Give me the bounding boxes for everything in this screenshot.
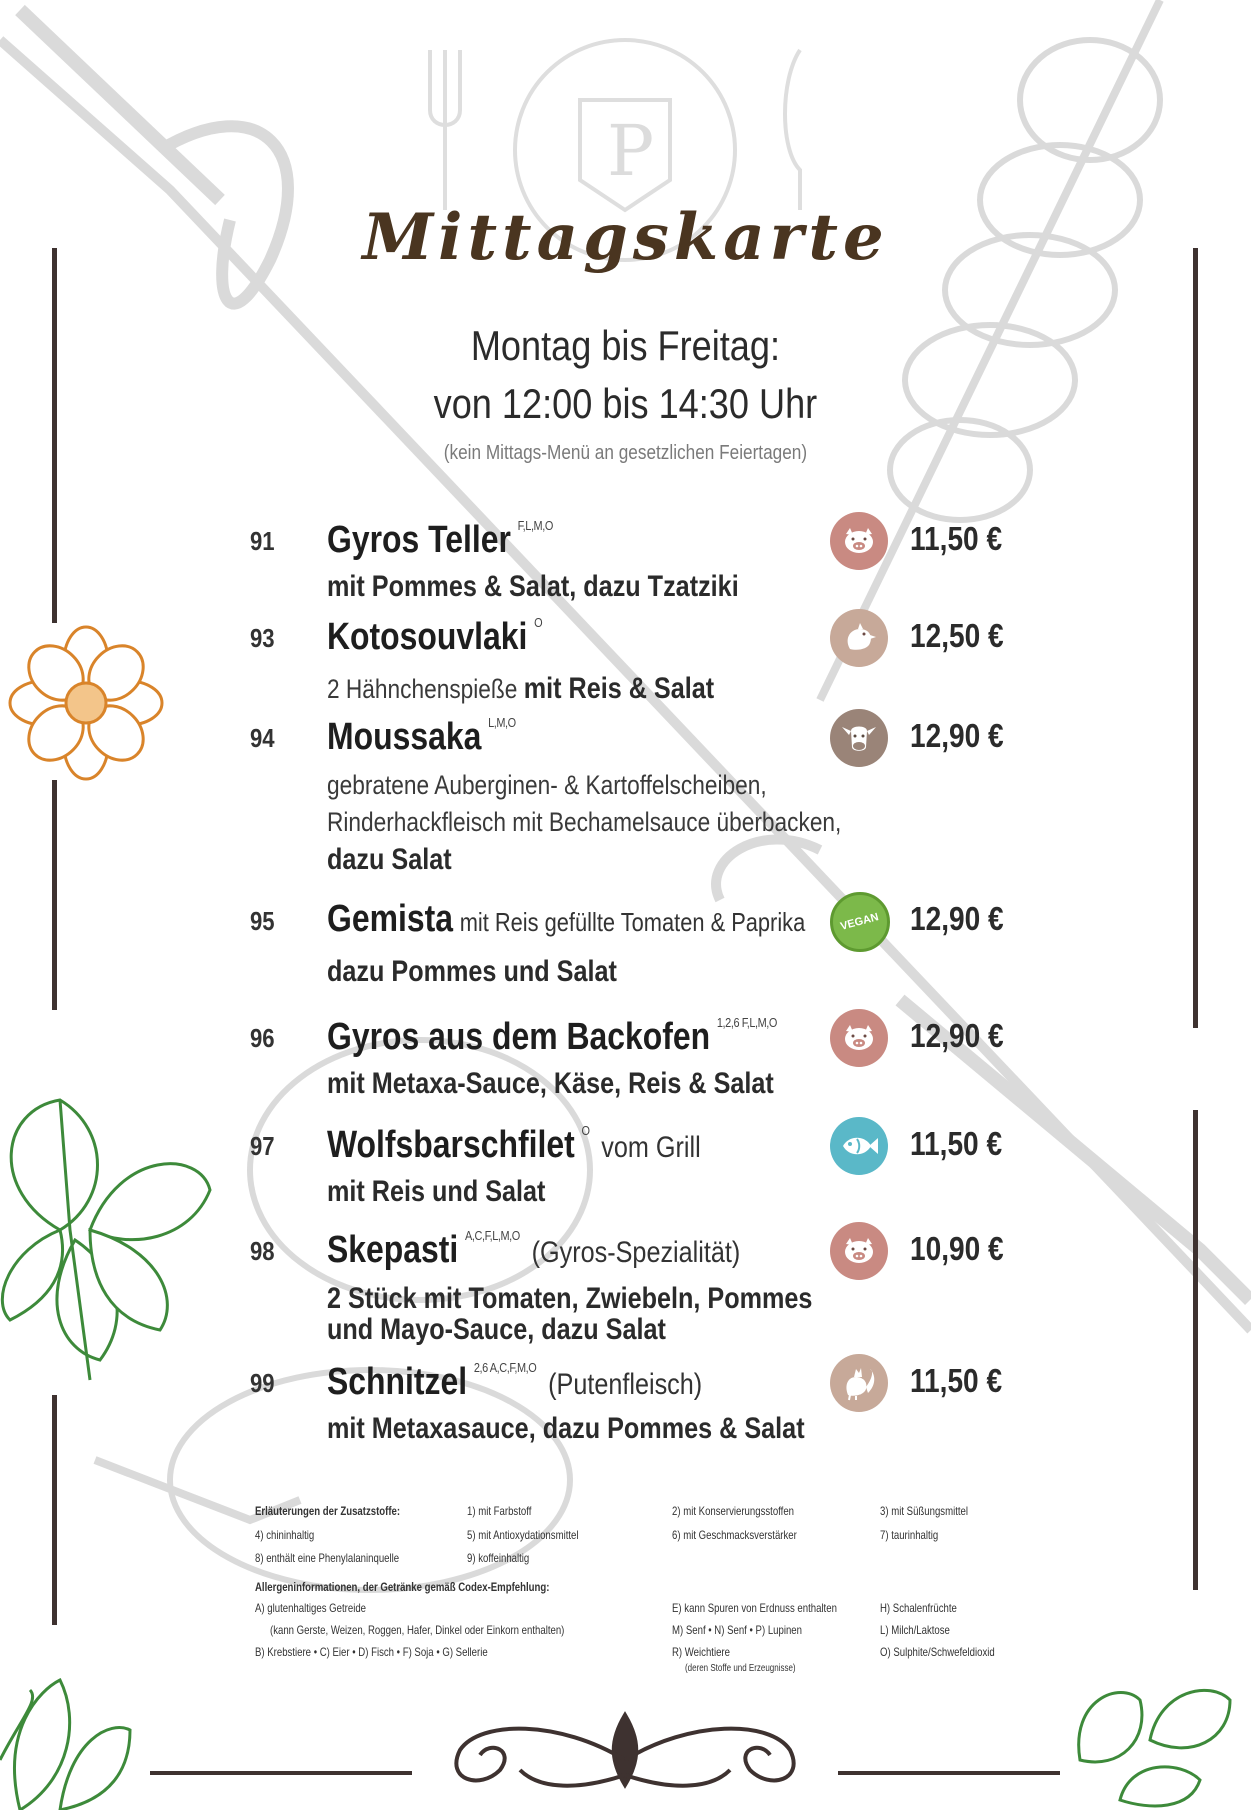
- description-text: dazu Salat: [327, 843, 452, 876]
- item-name: Kotosouvlaki: [327, 616, 528, 658]
- additive-9: 9) koffeinhaltig: [467, 1551, 530, 1565]
- item-name: Schnitzel: [327, 1361, 468, 1403]
- additive-3: 3) mit Süßungsmittel: [880, 1504, 969, 1518]
- item-allergens: O: [581, 1123, 590, 1138]
- item-title-line: [327, 1015, 777, 1059]
- item-description: [327, 1311, 666, 1353]
- item-number: 91: [250, 526, 275, 556]
- additive-6: 6) mit Geschmacksverstärker: [672, 1528, 797, 1542]
- item-price: 11,50 €: [910, 1362, 1003, 1399]
- item-allergens: A,C,F,L,M,O: [465, 1228, 520, 1243]
- item-title-line: [327, 1123, 701, 1167]
- additives-heading: Erläuterungen der Zusatzstoffe:: [255, 1504, 401, 1518]
- item-title-line: [327, 518, 553, 562]
- item-name: Skepasti: [327, 1229, 459, 1271]
- basil-illustration: [2, 1100, 210, 1380]
- allergen-m-p: M) Senf • N) Senf • P) Lupinen: [672, 1623, 802, 1637]
- allergen-r-detail: (deren Stoffe und Erzeugnisse): [685, 1663, 796, 1674]
- item-number: 97: [250, 1131, 275, 1161]
- item-name: Gyros aus dem Backofen: [327, 1016, 711, 1058]
- frame-line-right: [1193, 1110, 1198, 1590]
- orange-flower-illustration: [10, 627, 162, 779]
- rooster-icon: [830, 1354, 888, 1412]
- item-description: [327, 1410, 805, 1452]
- item-name: Gemista: [327, 898, 453, 940]
- additive-8: 8) enthält eine Phenylalaninquelle: [255, 1551, 400, 1565]
- fish-icon: [830, 1117, 888, 1175]
- item-price: 11,50 €: [910, 520, 1003, 557]
- item-description: [327, 1173, 545, 1215]
- chicken-icon: [830, 609, 888, 667]
- allergen-r: R) Weichtiere: [672, 1645, 730, 1659]
- item-allergens: O: [534, 615, 543, 630]
- vegan-icon: [830, 892, 890, 952]
- item-description: [327, 767, 767, 808]
- item-extra: (Gyros-Spezialität): [531, 1236, 741, 1269]
- item-number: 93: [250, 623, 275, 653]
- description-text: mit Reis & Salat: [523, 672, 715, 705]
- cow-icon: [830, 709, 888, 767]
- item-allergens: 2,6 A,C,F,M,O: [473, 1360, 537, 1375]
- item-price: 10,90 €: [910, 1230, 1004, 1267]
- item-description: [327, 568, 739, 610]
- item-number: 94: [250, 723, 275, 753]
- description-text: 2 Stück mit Tomaten, Zwiebeln, Pommes: [327, 1282, 813, 1315]
- item-price: 11,50 €: [910, 1125, 1003, 1162]
- frame-line-left: [52, 248, 57, 623]
- opening-days: Montag bis Freitag:: [470, 322, 781, 369]
- additive-7: 7) taurinhaltig: [880, 1528, 939, 1542]
- description-text: und Mayo-Sauce, dazu Salat: [327, 1313, 666, 1346]
- item-title-line: [327, 715, 516, 759]
- frame-line-left: [52, 780, 57, 1010]
- item-extra: (Putenfleisch): [548, 1368, 703, 1401]
- item-extra: vom Grill: [601, 1131, 701, 1164]
- item-name: Wolfsbarschfilet: [327, 1124, 575, 1166]
- opening-time: von 12:00 bis 14:30 Uhr: [433, 380, 818, 427]
- description-text: 2 Hähnchenspieße: [327, 674, 524, 704]
- item-description: [327, 841, 452, 883]
- item-allergens: 1,2,6 F,L,M,O: [716, 1015, 778, 1030]
- frame-line-right: [1193, 248, 1198, 1028]
- item-number: 95: [250, 906, 275, 936]
- item-description: [327, 804, 841, 845]
- item-name: Moussaka: [327, 716, 482, 758]
- item-allergens: F,L,M,O: [517, 518, 553, 533]
- item-title-line: [327, 898, 805, 941]
- item-price: 12,50 €: [910, 617, 1004, 654]
- item-allergens: L,M,O: [488, 715, 516, 730]
- frame-line-left: [52, 1395, 57, 1625]
- allergen-h: H) Schalenfrüchte: [880, 1601, 957, 1615]
- pig-icon: [830, 1009, 888, 1067]
- allergen-a-detail: (kann Gerste, Weizen, Roggen, Hafer, Dinkel oder Einkorn enthalten): [270, 1623, 565, 1637]
- item-description: [327, 1065, 774, 1107]
- item-title-line: [327, 1228, 740, 1272]
- description-text: mit Reis und Salat: [327, 1175, 546, 1208]
- bottom-ornament: [150, 1715, 1060, 1786]
- description-text: mit Metaxa-Sauce, Käse, Reis & Salat: [327, 1067, 774, 1100]
- holiday-note: (kein Mittags-Menü an gesetzlichen Feiertagen): [443, 442, 808, 464]
- additive-5: 5) mit Antioxydationsmittel: [467, 1528, 579, 1542]
- item-title-line: [327, 1360, 702, 1404]
- additive-1: 1) mit Farbstoff: [467, 1504, 532, 1518]
- item-title-line: [327, 615, 542, 659]
- allergen-heading: Allergeninformationen, der Getränke gemäß Codex-Empfehlung:: [255, 1580, 550, 1594]
- pig-icon: [830, 512, 888, 570]
- allergen-e: E) kann Spuren von Erdnuss enthalten: [672, 1601, 837, 1615]
- description-text: mit Metaxasauce, dazu Pommes & Salat: [327, 1412, 805, 1445]
- item-price: 12,90 €: [910, 717, 1004, 754]
- allergen-o: O) Sulphite/Schwefeldioxid: [880, 1645, 995, 1659]
- item-number: 96: [250, 1023, 275, 1053]
- description-text: dazu Pommes und Salat: [327, 955, 617, 988]
- item-description: [327, 953, 617, 995]
- item-price: 12,90 €: [910, 900, 1004, 937]
- item-price: 12,90 €: [910, 1017, 1004, 1054]
- allergen-b-g: B) Krebstiere • C) Eier • D) Fisch • F) Soja • G) Sellerie: [255, 1645, 488, 1659]
- item-extra: mit Reis gefüllte Tomaten & Paprika: [459, 907, 806, 937]
- page-title: Mittagskarte: [362, 200, 889, 275]
- description-text: gebratene Auberginen- & Kartoffelscheiben,: [327, 770, 767, 800]
- pig-icon: [830, 1222, 888, 1280]
- additive-4: 4) chininhaltig: [255, 1528, 315, 1542]
- allergen-l: L) Milch/Laktose: [880, 1623, 950, 1637]
- item-description: [327, 670, 714, 712]
- vegan-label: VEGAN: [839, 911, 881, 933]
- allergen-a: A) glutenhaltiges Getreide: [255, 1601, 366, 1615]
- item-number: 98: [250, 1236, 275, 1266]
- item-number: 99: [250, 1368, 275, 1398]
- description-text: mit Pommes & Salat, dazu Tzatziki: [327, 570, 739, 603]
- svg-text:P: P: [607, 110, 655, 192]
- additive-2: 2) mit Konservierungsstoffen: [672, 1504, 795, 1518]
- description-text: Rinderhackfleisch mit Bechamelsauce überbacken,: [327, 807, 842, 837]
- item-name: Gyros Teller: [327, 519, 511, 561]
